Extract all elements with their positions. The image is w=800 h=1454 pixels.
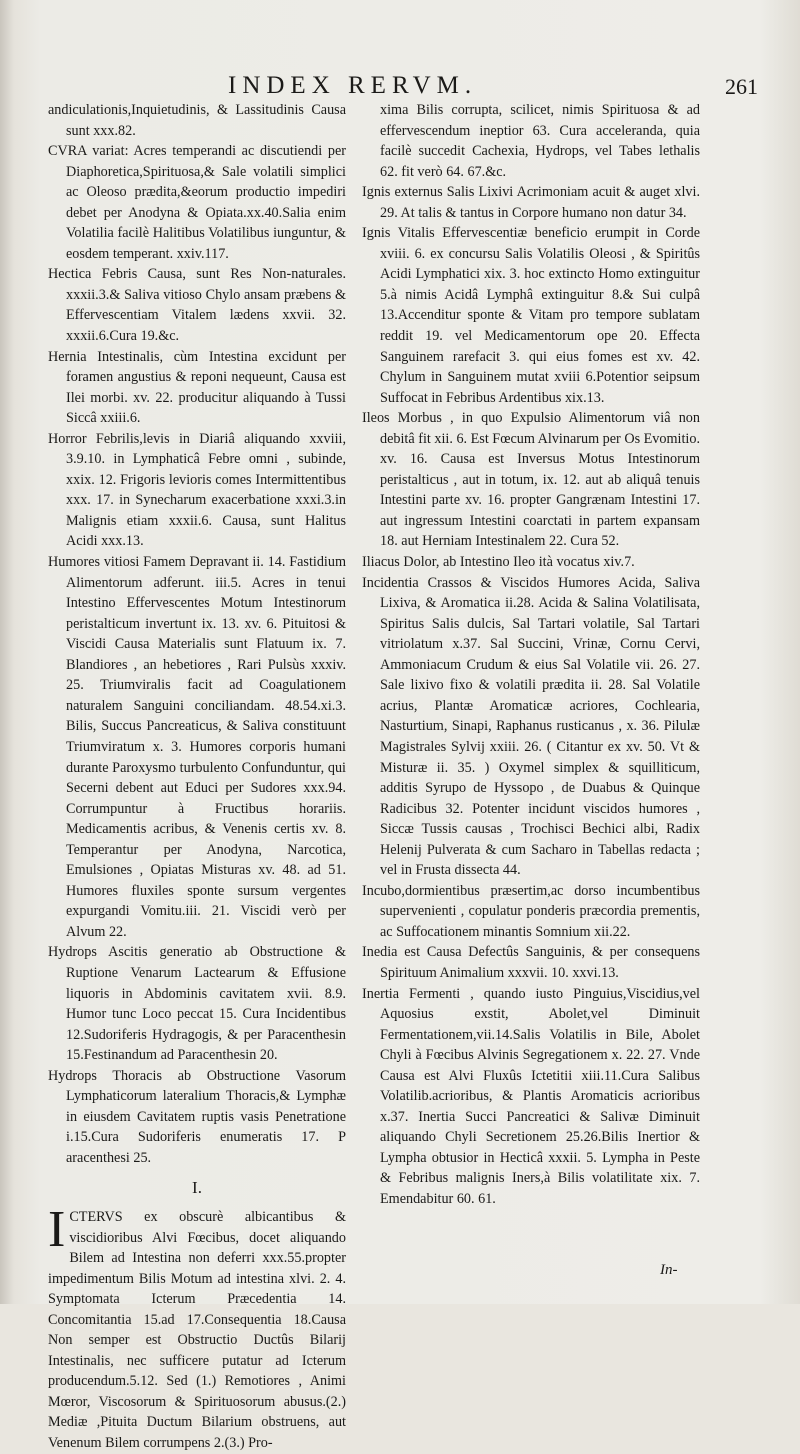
section-heading: I. — [192, 1178, 202, 1198]
right-column — [362, 100, 700, 1210]
dropcap-entry-text: CTERVS ex obscurè albicantibus & viscidioribus Alvi Fœcibus, docet aliquando Bilem ad Intestina non deferri xxx.55.propter impedimentum Bilis Motum ad intestina xlvi. 2. 4. Symptomata Icterum Præcedentia 14. Concomitantia 15.ad 17.Consequentia 18.Causa Non semper est Obstructio Ductûs Bilarij Intestinalis, nec sufficere putatur ad Icterum producendum.5.12. Sed (1.) Remotiores , Animi Mœror, Viscosorum & Spirituosorum abusus.(2.) Mediæ ,Pituita Ductum Bilarium obstruens, aut Venenum Bilem corrumpens 2.(3.) Pro- — [48, 1208, 346, 1451]
page-number: 261 — [725, 74, 758, 99]
index-entry: Horror Febrilis,levis in Diariâ aliquando xxviii, 3.9.10. in Lymphaticâ Febre omni , subinde, xxix. 12. Frigoris levioris comes Intermittentibus xxx. 17. in Synecharum exacerbatione xxxi.3.in Malignis etiam xxxii.6. Causa, sunt Halitus Acidi xxx.13. — [48, 430, 346, 550]
left-column — [48, 100, 346, 1454]
index-entry-continued: xima Bilis corrupta, scilicet, nimis Spirituosa & ad effervescendum ineptior 63. Cura acceleranda, quia facilè succedit Cachexia, Hydrops, vel Tabes lethalis 62. fit verò 64. 67.&c. — [380, 102, 700, 180]
index-entry: Ignis externus Salis Lixivi Acrimoniam acuit & auget xlvi. 29. At talis & tantus in Corpore humano non datur 34. — [362, 184, 700, 221]
index-entry: CVRA variat: Acres temperandi ac discutiendi per Diaphoretica,Spirituosa,& Sale volatili simplici ac Oleoso prædita,&eorum productio impediri debet per Anodyna & Opiata.xx.40.Salia enim Volatilia facilè Halitibus Volatilibus iunguntur, & eosdem temperant. xxiv.117. — [48, 143, 346, 262]
index-entry: Inedia est Causa Defectûs Sanguinis, & per consequens Spirituum Animalium xxxvii. 10. xxvi.13. — [362, 944, 700, 981]
index-entry: Ignis Vitalis Effervescentiæ beneficio erumpit in Corde xviii. 6. ex concursu Salis Volatilis Oleosi , & Spiritûs Acidi Lymphatici xix. 3. hoc extincto Homo extinguitur 5.à nimis Acidâ Lymphâ extinguitur 8.& Sui culpâ 13.Accenditur sponte & Vitam pro tempore sublatam reddit 19. vel Medicamentorum ope 20. Effecta Sanguinem rarefacit 3. qui eius fomes est xv. 42. Chylum in Sanguinem mutat xviii 6.Potentior seipsum Suffocat in Febribus Ardentibus xix.13. — [362, 225, 700, 406]
page-title: INDEX RERVM. — [228, 72, 478, 99]
index-entry: Inertia Fermenti , quando iusto Pinguius,Viscidius,vel Aquosius exstit, Abolet,vel Diminuit Fermentationem,vii.14.Salis Volatilis in Bile, Abolet Chyli à Fœcibus Alvinis Segregationem x. 22. 27. Vnde Causa est Alvi Fluxûs Ictetitii xiii.11.Cura Salibus Volatilib.acrioribus, & Plantis Aromaticis acrioribus x.37. Inertia Succi Pancreatici & Salivæ Diminuit aliquando Chyli Secretionem 25.26.Bilis Inertior & Lympha obtusior in Hecticâ xxxii. 5. Lympha in Peste & Febribus malignis Iners,à Bilis volatilitate xix. 7. Emendabitur 60. 61. — [362, 985, 700, 1207]
running-header — [0, 72, 800, 102]
index-entry: Iliacus Dolor, ab Intestino Ileo ità vocatus xiv.7. — [362, 554, 635, 571]
index-entry: andiculationis,Inquietudinis, & Lassitudinis Causa sunt xxx.82. — [48, 102, 346, 139]
index-entry: Incidentia Crassos & Viscidos Humores Acida, Saliva Lixiva, & Aromatica ii.28. Acida & Salina Volatilisata, Spiritus Salis dulcis, Sal Tartari volatile, Sal Tartari vitriolatum x.37. Sal Succini, Vrinæ, Cornu Cervi, Ammoniacum Crudum & eius Sal Volatile vii. 26. 27. Sale lixivo fixo & volatili prædita ii. 28. Sal Volatile acrius, Plantæ Aromaticæ acriores, Cochlearia, Nasturtium, Sinapi, Raphanus rusticanus , x. 36. Pilulæ Magistrales Sylvij xxiii. 26. ( Citantur ex xv. 50. Vt & Misturæ ii. 35. ) Oxymel simplex & squilliticum, additis Syrupo de Hyssopo , de Duabus & Quinque Radicibus 32. Potenter incidunt viscidos humores , Siccæ Tussis causas , Trochisci Bechici albi, Radix Helenij Pulverata & cum Sacharo in Tabellas redacta ; vel in Frusta dissecta 44. — [362, 574, 700, 879]
index-entry: Hydrops Ascitis generatio ab Obstructione & Ruptione Venarum Lactearum & Effusione liquoris in Abdominis cavitatem xvii. 8.9. Humor tunc Loco peccat 15. Cura Incidentibus 12.Sudoriferis Hydragogis, & per Paracenthesin 15.Festinandum ad Paracenthesin 20. — [48, 944, 346, 1064]
index-entry: Incubo,dormientibus præsertim,ac dorso incumbentibus supervenienti , copulatur ponderis præcordia prementis, ac Suffocationem minantis Somnium xii.22. — [362, 882, 700, 940]
index-entry: Hydrops Thoracis ab Obstructione Vasorum Lymphaticorum lateralium Thoracis,& Lymphæ in eiusdem Cavitatem ruptis vasis Penetratione i.15.Cura Sudoriferis enumeratis 17. P aracenthesi 25. — [48, 1067, 346, 1166]
catchword: In- — [660, 1262, 678, 1278]
drop-cap-letter: I — [48, 1200, 66, 1258]
index-entry: Hectica Febris Causa, sunt Res Non-naturales. xxxii.3.& Saliva vitioso Chylo ansam præbens & Effervescentiam Vitalem lædens xxvii. 32. xxxii.6.Cura 19.&c. — [48, 266, 346, 345]
index-entry: Ileos Morbus , in quo Expulsio Alimentorum viâ non debitâ fit xii. 6. Est Fœcum Alvinarum per Os Evomitio. xv. 16. Causa est Inversus Motus Intestinorum peristalticus , aut in totum, ix. 12. aut ab aliquâ tenuis Intestini parte xv. 16. propter Gangrænam Intestini 17. aut ingressum Intestini coarctati in partem expansam 18. aut Herniam Intestinalem 22. Cura 52. — [362, 410, 700, 550]
index-entry: Hernia Intestinalis, cùm Intestina excidunt per foramen angustius & reponi nequeunt, Causa est Ilei morbi. xv. 22. producitur aliquando à Tussi Siccâ xxiii.6. — [48, 348, 346, 427]
index-entry: Humores vitiosi Famem Depravant ii. 14. Fastidium Alimentorum adferunt. iii.5. Acres in tenui Intestino Effervescentes Motum Intestinorum peristalticum invertunt ix. 13. xv. 6. Pituitosi & Viscidi Causa Materialis sunt Flatuum ix. 7. Blandiores , an hebetiores , Rari Pulsùs xxxiv. 25. Triumviralis facit ad Coagulationem naturalem Sanguini conciliandam. 48.54.xi.3. Bilis, Succus Pancreaticus, & Saliva constituunt Triumviratum x. 3. Humores corporis humani durante Paroxysmo turbulento Confunduntur, qui Secerni debent aut Educi per Sudores xxx.94. Corrumpuntur à Fructibus horariis. Medicamentis acribus, & Venenis certis xv. 8. Temperantur per Anodyna, Narcotica, Emulsiones , Opiatas Misturas xv. 48. ad 51. Humores fluxiles sponte sursum vergentes expurgandi Vomitu.iii. 21. Viscidi verò per Alvum 22. — [48, 554, 346, 940]
dropcap-paragraph — [48, 1200, 346, 1454]
